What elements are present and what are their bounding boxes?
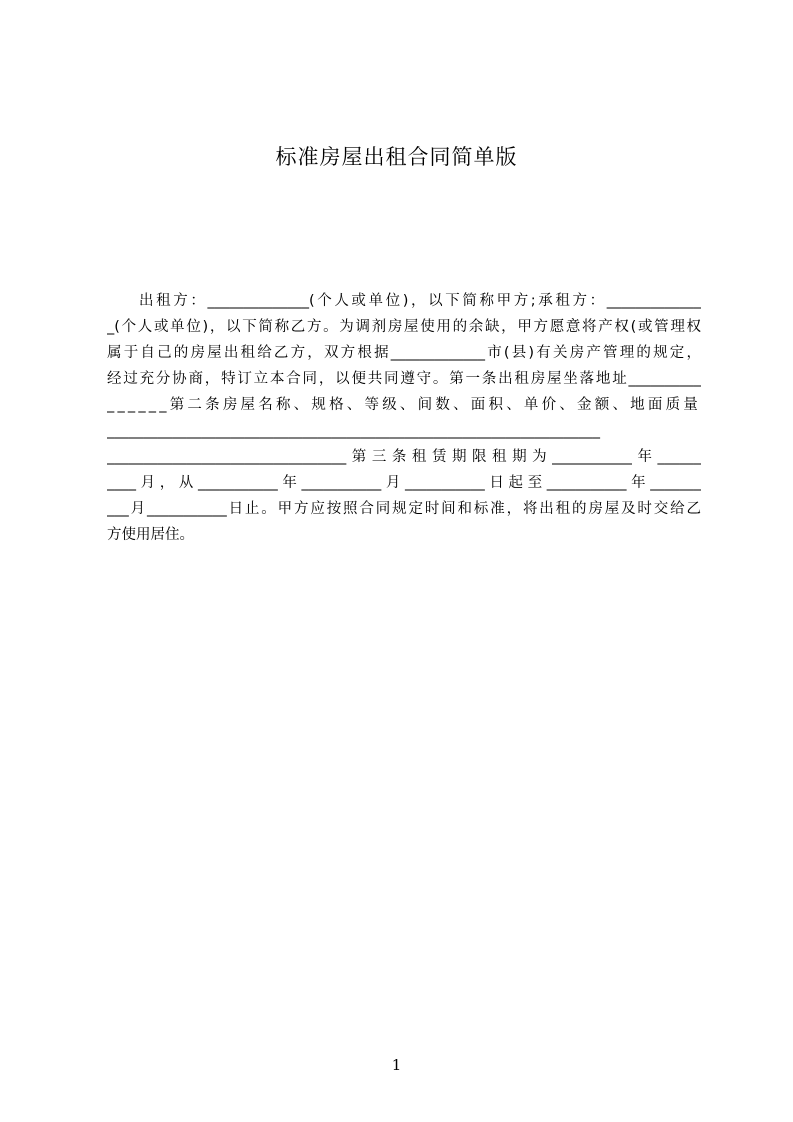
contract-body <box>107 288 701 548</box>
body-line-3: 属于自己的房屋出租给乙方，双方根据_____________市(县)有关房产管理的规定， <box>107 345 701 361</box>
body-line-8: ____月，从___________年___________月___________日起至___________年_______ <box>107 475 701 491</box>
body-line-10: 方使用居住。 <box>107 527 194 543</box>
body-line-1: 出租方：______________(个人或单位)，以下简称甲方;承租方：_____________ <box>139 293 701 309</box>
body-line-2: _(个人或单位)，以下简称乙方。为调剂房屋使用的余缺，甲方愿意将产权(或管理权 <box>107 319 701 335</box>
page-number: 1 <box>391 1056 402 1074</box>
body-line-5: ______第二条房屋名称、规格、等级、间数、面积、单价、金额、地面质量 <box>107 397 701 413</box>
document-title: 标准房屋出租合同简单版 <box>275 145 518 169</box>
body-line-7: _________________________________第三条租赁期限租期为___________年______ <box>107 449 701 465</box>
body-line-9: ___月___________日止。甲方应按照合同规定时间和标准，将出租的房屋及时交给乙 <box>107 501 701 517</box>
body-line-4: 经过充分协商，特订立本合同，以便共同遵守。第一条出租房屋坐落地址__________ <box>107 371 701 387</box>
body-line-6: ____________________________________________________________________ <box>107 423 600 439</box>
